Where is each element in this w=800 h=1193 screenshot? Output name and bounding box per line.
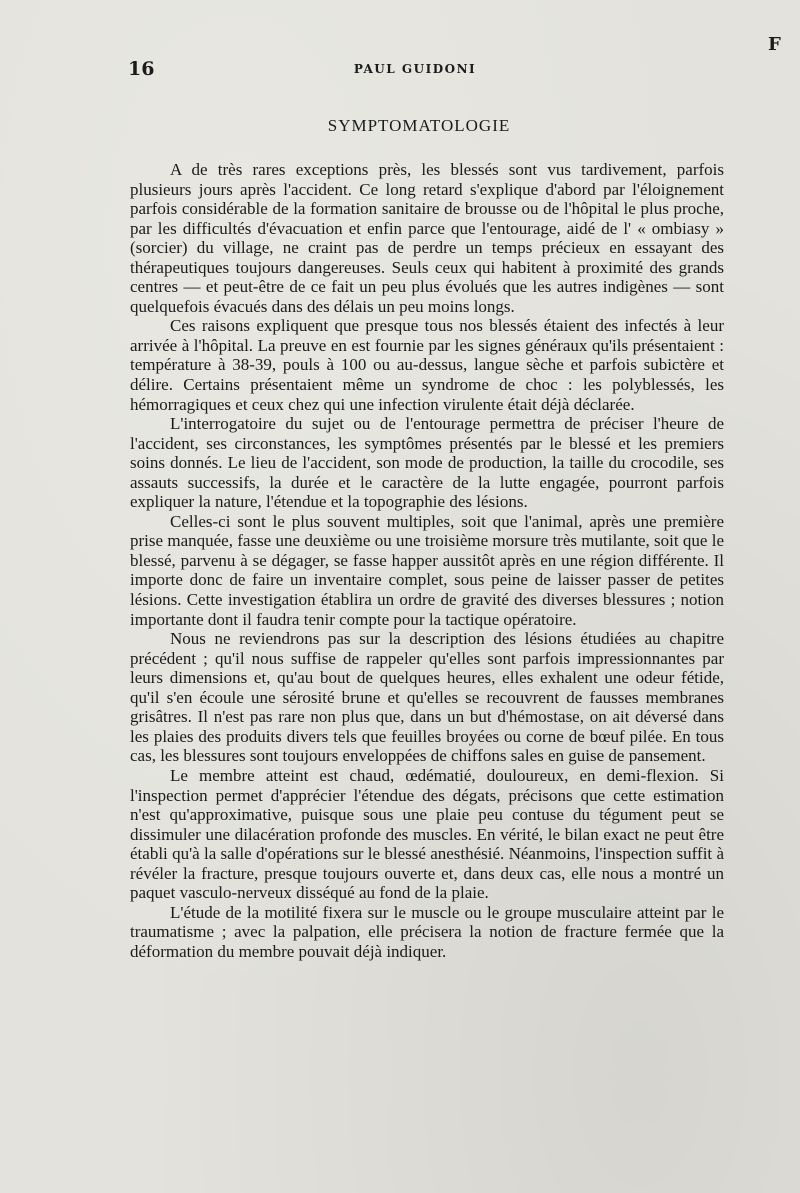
body-text xyxy=(130,160,724,961)
paragraph: A de très rares exceptions près, les blessés sont vus tardivement, parfois plusieurs jours après l'accident. Ce long retard s'explique d'abord par l'éloignement parfois considérable de la formation sanitaire de brousse ou de l'hôpital le plus proche, par les difficultés d'évacuation et enfin parce que l'entourage, aidé de l' « ombiasy » (sorcier) du village, ne craint pas de perdre un temps précieux en essayant des thérapeutiques toujours dangereuses. Seuls ceux qui habitent à proximité des grands centres — et peut-être de ce fait un peu plus évolués que les autres indigènes — sont quelquefois évacués dans des délais un peu moins longs. xyxy=(130,160,724,316)
paragraph: Ces raisons expliquent que presque tous nos blessés étaient des infectés à leur arrivée à l'hôpital. La preuve en est fournie par les signes généraux qu'ils présentaient : température à 38-39, pouls à 100 ou au-dessus, langue sèche et parfois subictère et délire. Certains présentaient même un syndrome de choc : les polyblessés, les hémorragiques et ceux chez qui une infection virulente était déjà déclarée. xyxy=(130,316,724,414)
paragraph: L'étude de la motilité fixera sur le muscle ou le groupe musculaire atteint par le traumatisme ; avec la palpation, elle précisera la notion de fracture fermée que la déformation du membre pouvait déjà indiquer. xyxy=(130,902,724,961)
paragraph: Le membre atteint est chaud, œdématié, douloureux, en demi-flexion. Si l'inspection permet d'apprécier l'étendue des dégats, précisons que cette estimation n'est qu'approximative, puisque sous une plaie peu contuse du tégument peut se dissimuler une dilacération profonde des muscles. En vérité, le bilan exact ne peut être établi qu'à la salle d'opérations sur le blessé anesthésié. Néanmoins, l'inspection suffit à révéler la fracture, presque toujours ouverte et, dans deux cas, elle nous a montré un paquet vasculo-nerveux disséqué au fond de la plaie. xyxy=(130,765,724,903)
section-title: SYMPTOMATOLOGIE xyxy=(327,116,511,135)
paragraph: Celles-ci sont le plus souvent multiples, soit que l'animal, après une première prise manquée, fasse une deuxième ou une troisième morsure très mutilante, soit que le blessé, parvenu à se dégager, se fasse happer aussitôt après en une région différente. Il importe donc de faire un inventaire complet, sous peine de laisser passer de petites lésions. Cette investigation établira un ordre de gravité des diverses blessures ; notion importante dont il faudra tenir compte pour la tactique opératoire. xyxy=(130,511,724,629)
paragraph: Nous ne reviendrons pas sur la description des lésions étudiées au chapitre précédent ; qu'il nous suffise de rappeler qu'elles sont parfois impressionnantes par leurs dimensions et, qu'au bout de quelques heures, elles exhalent une odeur fétide, qu'il s'en écoule une sérosité brune et qu'elles se recouvrent de fausses membranes grisâtres. Il n'est pas rare non plus que, dans un but d'hémostase, on ait déversé dans les plaies des produits divers tels que feuilles broyées ou corne de bœuf pilée. En tous cas, les blessures sont toujours enveloppées de chiffons sales en guise de pansement. xyxy=(130,629,724,766)
corner-mark: F xyxy=(768,34,781,55)
running-head-author: PAUL GUIDONI xyxy=(353,62,477,76)
page-number: 16 xyxy=(128,58,155,80)
paragraph: L'interrogatoire du sujet ou de l'entourage permettra de préciser l'heure de l'accident, ses circonstances, les symptômes présentés par le blessé et les premiers soins donnés. Le lieu de l'accident, son mode de production, la taille du crocodile, ses assauts successifs, la durée et le caractère de la lutte engagée, pourront parfois expliquer la nature, l'étendue et la topographie des lésions. xyxy=(130,414,724,512)
